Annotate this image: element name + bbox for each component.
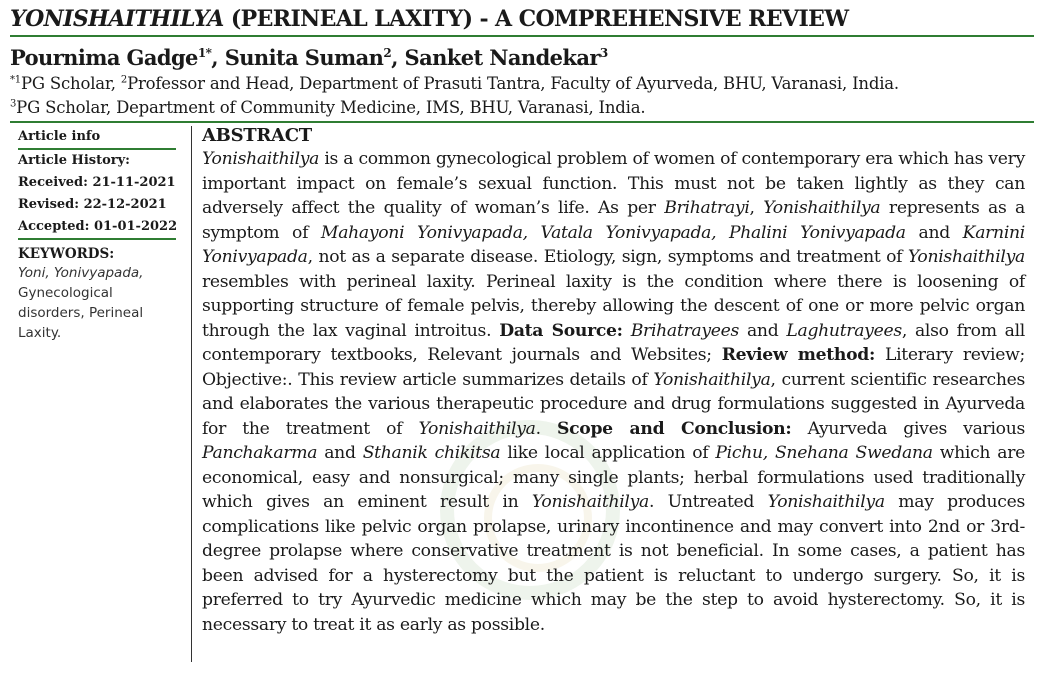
- abstract-text: Pichu, Snehana Swedana: [715, 443, 933, 463]
- article-history-label: Article History:: [18, 153, 130, 168]
- abstract-text: Mahayoni Yonivyapada, Vatala Yonivyapada, Phalini Yonivyapada: [320, 222, 906, 243]
- abstract-text: Literary review; Objective:. This review article summarizes details of: [202, 345, 1025, 390]
- abstract-text: , also from all contemporary textbooks, Relevant journals and Websites;: [202, 320, 1026, 365]
- abstract-text: Ayurveda gives various: [791, 418, 1025, 439]
- article-info-sidebar: [18, 126, 178, 343]
- abstract-text: may produces complications like pelvic organ prolapse, urinary incontinence and may convert into 2nd or 3rd-degree prolapse where conservative treatment is not beneficial. In some cases, a patient has been advised for a hysterectomy but the patient is reluctant to undergo surgery. So, it is preferred to try Ayurvedic medicine which may be the step to avoid hysterectomy. So, it is necessary to treat it as early as possible.: [202, 492, 1025, 635]
- article-info-label: Article info: [18, 129, 101, 144]
- dates-rule: [18, 238, 176, 240]
- author-name: Sanket Nandekar: [404, 45, 600, 70]
- title-italic: YONISHAITHILYA: [10, 6, 224, 32]
- column-divider: [191, 126, 192, 662]
- abstract-text: , current scientific researches and elaborates the various therapeutic procedure and drug formulations suggested in Ayurveda for the treatment of: [202, 369, 1025, 439]
- abstract-text: Brihatrayees: [630, 320, 740, 341]
- abstract-text: Yonishaithilya: [763, 198, 881, 218]
- keywords-label: KEYWORDS:: [18, 246, 115, 262]
- abstract-heading: ABSTRACT: [202, 125, 312, 146]
- abstract-text: Yonishaithilya: [202, 149, 320, 169]
- abstract-subheading: Data Source:: [499, 320, 623, 341]
- abstract-text: .: [535, 418, 557, 439]
- abstract-text: Yonishaithilya: [531, 492, 649, 512]
- author-affiliation-mark: 2: [383, 46, 392, 60]
- author-list: Pournima Gadge$^{1*}$, Sunita Suman$^2$, Sanket Nandekar$^3$: [10, 45, 608, 70]
- author-name: Sunita Suman: [224, 45, 384, 70]
- abstract-text: resembles with perineal laxity. Perineal laxity is the condition where there is loosening of supporting structure of female pelvis, thereby allowing the descent of one or more pelvic organ through the lax vaginal introitus.: [202, 271, 1025, 341]
- abstract-text: represents as a symptom of: [202, 198, 1026, 243]
- abstract-subheading: Review method:: [721, 345, 876, 365]
- received-date: Received: 21-11-2021: [18, 175, 176, 190]
- abstract-text: which are economical, easy and nonsurgical; many single plants; herbal formulations used traditionally which gives an eminent result in: [202, 443, 1025, 512]
- affiliation-2: $^3$PG Scholar, Department of Community Medicine, IMS, BHU, Varanasi, India.: [10, 98, 646, 117]
- abstract-text: Yonishaithilya: [653, 369, 771, 390]
- accepted-date: Accepted: 01-01-2022: [18, 219, 178, 234]
- abstract-text: Laghutrayees: [786, 320, 902, 341]
- abstract-text: and: [905, 222, 963, 243]
- abstract-text: Sthanik chikitsa: [362, 443, 501, 463]
- abstract-text: Panchakarma: [202, 443, 318, 463]
- paper-title: [10, 6, 848, 32]
- abstract-subheading: Scope and Conclusion:: [557, 418, 792, 439]
- abstract-text: , not as a separate disease. Etiology, sign, symptoms and treatment of: [307, 247, 908, 267]
- abstract-text: . Untreated: [648, 492, 768, 512]
- abstract-text: Yonishaithilya: [418, 418, 536, 439]
- abstract-text: Yonishaithilya: [907, 247, 1025, 267]
- title-rule: [10, 35, 1034, 37]
- author-affiliation-mark: 1*: [197, 46, 212, 60]
- abstract-text: like local application of: [500, 443, 716, 463]
- abstract-text: Karnini Yonivyapada: [202, 222, 1025, 267]
- author-affiliation-mark: 3: [599, 46, 608, 60]
- revised-date: Revised: 22-12-2021: [18, 197, 167, 212]
- abstract-text: Brihatrayi: [664, 198, 750, 218]
- title-rest: (PERINEAL LAXITY) - A COMPREHENSIVE REVIEW: [223, 6, 849, 32]
- abstract-section: [202, 125, 1025, 637]
- abstract-body: [202, 147, 1025, 637]
- abstract-text: ,: [749, 198, 764, 218]
- author-name: Pournima Gadge: [10, 45, 198, 70]
- abstract-text: and: [317, 443, 363, 463]
- abstract-text: [623, 321, 631, 341]
- affiliation-1: $^{*1}$PG Scholar, $^2$Professor and Head, Department of Prasuti Tantra, Faculty of Ayurveda, BHU, Varanasi, India.: [10, 74, 899, 93]
- abstract-text: is a common gynecological problem of women of contemporary era which has very important impact on female’s sexual function. This must not be taken lightly as they can adversely affect the quality of woman’s life. As per: [202, 149, 1025, 218]
- abstract-text: and: [739, 320, 787, 341]
- keywords-list: Yoni, Yonivyapada, Gynecological disorders, Perineal Laxity.: [18, 265, 144, 341]
- header-rule: [10, 121, 1034, 123]
- abstract-text: Yonishaithilya: [767, 492, 885, 512]
